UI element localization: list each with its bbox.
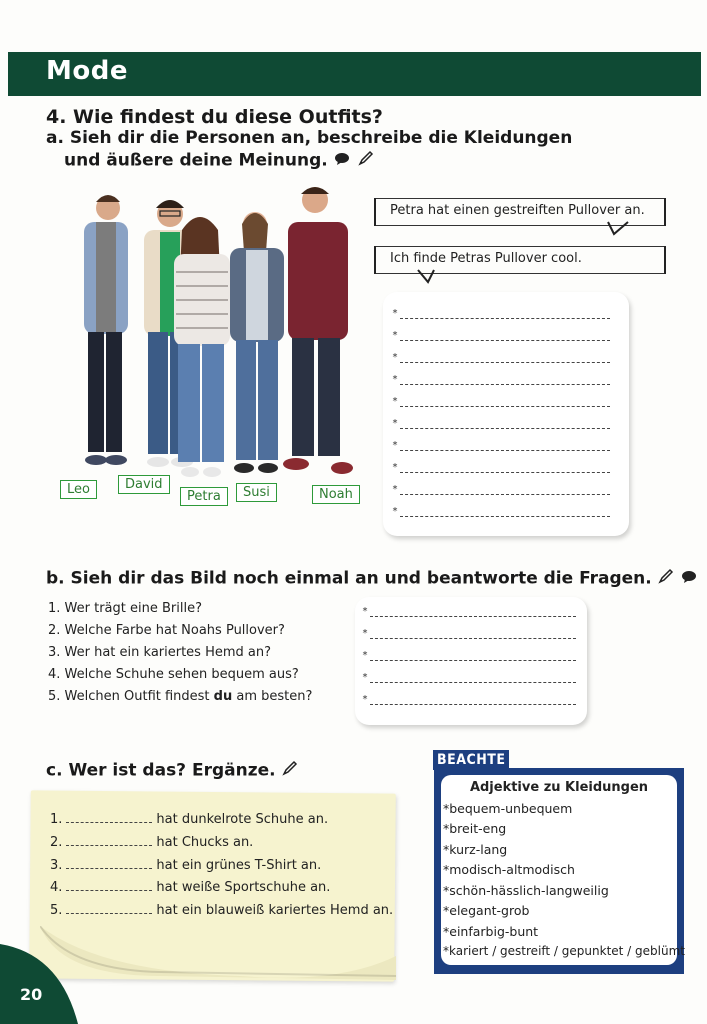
page-number: 20: [20, 985, 43, 1004]
answer-line[interactable]: *: [362, 628, 576, 639]
page-corner: [0, 944, 80, 1024]
page-title: Mode: [46, 56, 128, 86]
answer-card-a: [383, 292, 629, 536]
pencil-icon: [358, 150, 374, 171]
speech-bubble-example-1: Petra hat einen gestreiften Pullover an.: [374, 198, 666, 226]
adjective-item: *einfarbig-bunt: [443, 924, 539, 939]
beachte-title: Adjektive zu Kleidungen: [469, 780, 649, 795]
answer-line[interactable]: *: [362, 650, 576, 661]
answer-line[interactable]: *: [362, 606, 576, 617]
fill-blank[interactable]: [66, 903, 152, 914]
task-a-instruction-line2: und äußere deine Meinung.: [64, 150, 374, 171]
name-tag-petra: Petra: [180, 487, 228, 506]
name-tag-david: David: [118, 475, 170, 494]
fill-blank[interactable]: [66, 812, 152, 823]
pencil-icon: [282, 760, 298, 781]
answer-line[interactable]: *: [362, 672, 576, 683]
task-a-instruction-line1: a. Sieh dir die Personen an, beschreibe die Kleidungen: [46, 128, 573, 148]
speech-icon: [334, 151, 352, 171]
fill-item-3: 3. hat ein grünes T-Shirt an.: [50, 858, 322, 873]
note-curl: [40, 926, 396, 984]
people-illustration: [60, 182, 365, 512]
adjective-item: *bequem-unbequem: [443, 801, 573, 816]
fill-item-2: 2. hat Chucks an.: [50, 835, 254, 850]
question-1: 1. Wer trägt eine Brille?: [48, 601, 202, 616]
question-3: 3. Wer hat ein kariertes Hemd an?: [48, 645, 272, 660]
adjective-item: *kariert / gestreift / gepunktet / geblümt: [443, 944, 685, 958]
adjective-item: *schön-hässlich-langweilig: [443, 883, 609, 898]
answer-line[interactable]: *: [392, 308, 610, 319]
person-leo: [84, 195, 128, 465]
answer-line[interactable]: *: [362, 694, 576, 705]
beachte-label: BEACHTE: [433, 750, 509, 770]
person-susi: [230, 212, 284, 473]
fill-item-1: 1. hat dunkelrote Schuhe an.: [50, 812, 329, 827]
pencil-icon: [658, 568, 674, 589]
fill-item-4: 4. hat weiße Sportschuhe an.: [50, 880, 331, 895]
adjective-item: *elegant-grob: [443, 903, 530, 918]
speech-bubble-example-2: Ich finde Petras Pullover cool.: [374, 246, 666, 274]
task-c-heading: c. Wer ist das? Ergänze.: [46, 760, 298, 781]
fill-blank[interactable]: [66, 880, 152, 891]
answer-line[interactable]: *: [392, 462, 610, 473]
adjective-item: *kurz-lang: [443, 842, 508, 857]
fill-blank[interactable]: [66, 858, 152, 869]
person-petra: [174, 217, 230, 477]
answer-line[interactable]: *: [392, 484, 610, 495]
answer-line[interactable]: *: [392, 396, 610, 407]
question-2: 2. Welche Farbe hat Noahs Pullover?: [48, 623, 285, 638]
answer-line[interactable]: *: [392, 374, 610, 385]
question-5: 5. Welchen Outfit findest du am besten?: [48, 689, 313, 704]
fill-blank[interactable]: [66, 835, 152, 846]
answer-line[interactable]: *: [392, 440, 610, 451]
speech-icon: [680, 569, 698, 589]
answer-line[interactable]: *: [392, 506, 610, 517]
fill-item-5: 5. hat ein blauweiß kariertes Hemd an.: [50, 903, 394, 918]
answer-line[interactable]: *: [392, 352, 610, 363]
answer-line[interactable]: *: [392, 418, 610, 429]
person-noah: [283, 187, 353, 474]
name-tag-noah: Noah: [312, 485, 360, 504]
adjective-item: *modisch-altmodisch: [443, 862, 575, 877]
task-heading: 4. Wie findest du diese Outfits?: [46, 106, 383, 128]
task-b-heading: b. Sieh dir das Bild noch einmal an und beantworte die Fragen.: [46, 568, 698, 589]
name-tag-susi: Susi: [236, 483, 277, 502]
answer-line[interactable]: *: [392, 330, 610, 341]
name-tag-leo: Leo: [60, 480, 97, 499]
question-4: 4. Welche Schuhe sehen bequem aus?: [48, 667, 299, 682]
adjective-item: *breit-eng: [443, 821, 507, 836]
